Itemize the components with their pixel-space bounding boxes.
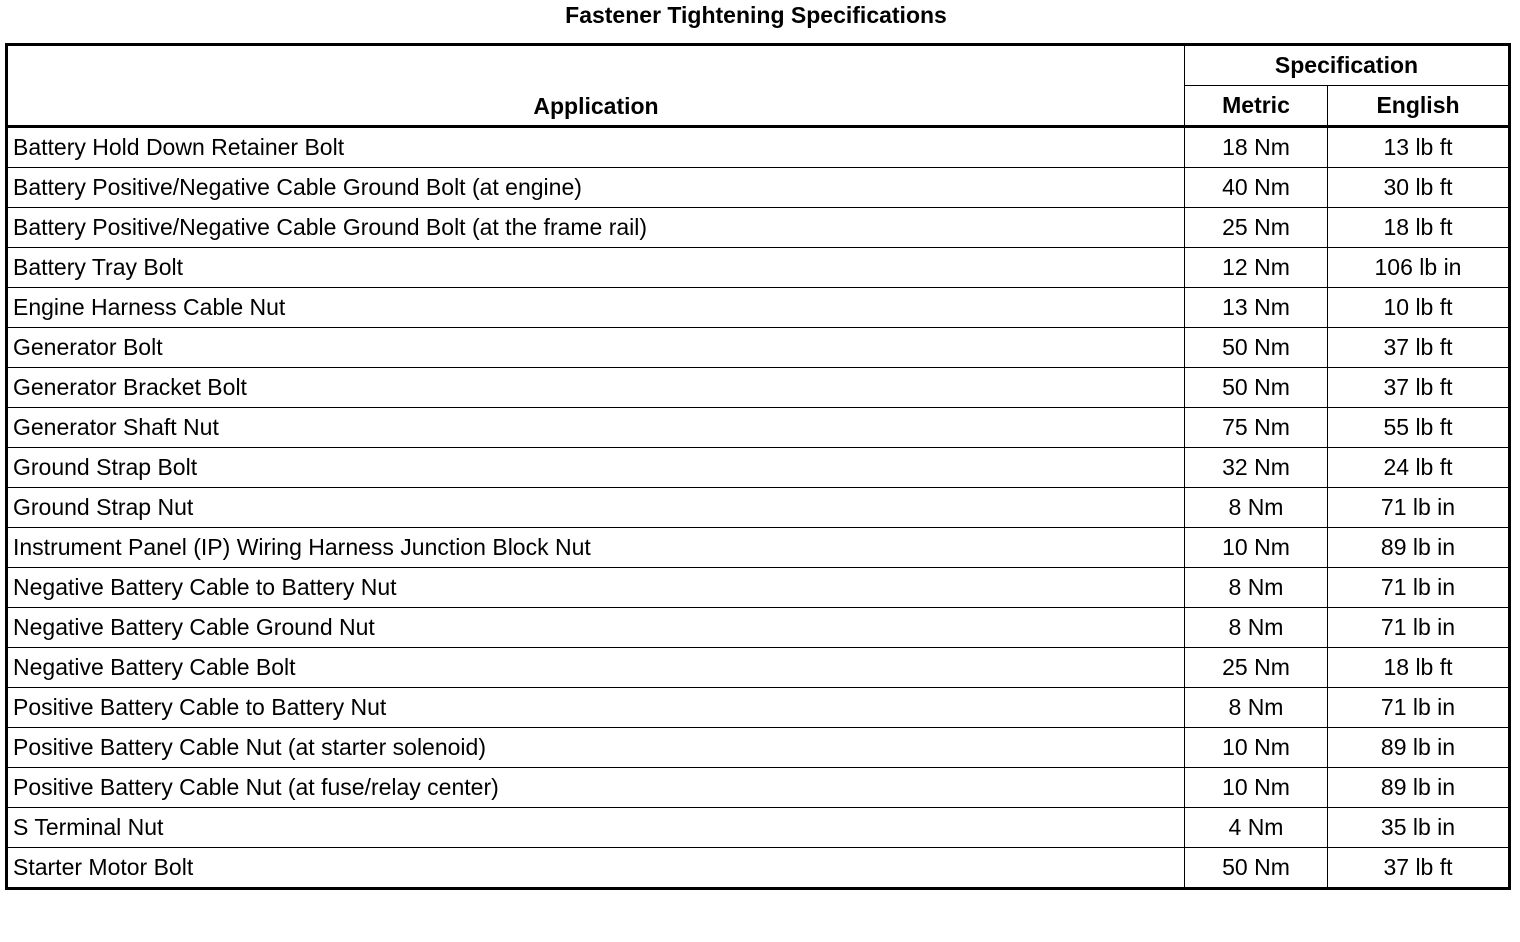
cell-metric: 8 Nm [1185,488,1328,528]
cell-metric: 8 Nm [1185,608,1328,648]
cell-english: 71 lb in [1328,568,1510,608]
cell-application: Negative Battery Cable to Battery Nut [7,568,1185,608]
cell-application: Positive Battery Cable Nut (at fuse/relay center) [7,768,1185,808]
cell-english: 13 lb ft [1328,127,1510,168]
header-application: Application [7,45,1185,127]
cell-application: Positive Battery Cable Nut (at starter solenoid) [7,728,1185,768]
cell-metric: 12 Nm [1185,248,1328,288]
table-row [7,248,1510,288]
cell-application: Positive Battery Cable to Battery Nut [7,688,1185,728]
fastener-spec-table [5,43,1511,890]
header-english: English [1328,86,1510,127]
cell-english: 89 lb in [1328,728,1510,768]
table-row [7,728,1510,768]
cell-metric: 18 Nm [1185,127,1328,168]
cell-english: 24 lb ft [1328,448,1510,488]
header-specification: Specification [1185,45,1510,86]
table-row [7,448,1510,488]
cell-application: Starter Motor Bolt [7,848,1185,889]
cell-english: 37 lb ft [1328,848,1510,889]
header-metric: Metric [1185,86,1328,127]
cell-english: 89 lb in [1328,528,1510,568]
cell-english: 10 lb ft [1328,288,1510,328]
cell-application: Instrument Panel (IP) Wiring Harness Junction Block Nut [7,528,1185,568]
cell-application: Negative Battery Cable Bolt [7,648,1185,688]
cell-application: Ground Strap Nut [7,488,1185,528]
cell-metric: 75 Nm [1185,408,1328,448]
cell-application: Engine Harness Cable Nut [7,288,1185,328]
table-row [7,648,1510,688]
cell-application: S Terminal Nut [7,808,1185,848]
table-row [7,368,1510,408]
cell-metric: 50 Nm [1185,848,1328,889]
table-row [7,608,1510,648]
cell-metric: 10 Nm [1185,768,1328,808]
page-title: Fastener Tightening Specifications [565,2,947,28]
cell-english: 106 lb in [1328,248,1510,288]
table-row [7,168,1510,208]
cell-metric: 25 Nm [1185,208,1328,248]
cell-english: 71 lb in [1328,608,1510,648]
table-row [7,688,1510,728]
cell-english: 35 lb in [1328,808,1510,848]
cell-english: 37 lb ft [1328,328,1510,368]
table-row [7,208,1510,248]
cell-metric: 4 Nm [1185,808,1328,848]
table-row [7,288,1510,328]
cell-metric: 50 Nm [1185,328,1328,368]
table-row [7,127,1510,168]
cell-application: Negative Battery Cable Ground Nut [7,608,1185,648]
table-row [7,768,1510,808]
table-row [7,848,1510,889]
cell-metric: 50 Nm [1185,368,1328,408]
cell-metric: 8 Nm [1185,568,1328,608]
cell-metric: 32 Nm [1185,448,1328,488]
table-row [7,808,1510,848]
table-row [7,568,1510,608]
cell-metric: 13 Nm [1185,288,1328,328]
table-row [7,488,1510,528]
cell-english: 37 lb ft [1328,368,1510,408]
cell-metric: 25 Nm [1185,648,1328,688]
cell-english: 30 lb ft [1328,168,1510,208]
table-row [7,408,1510,448]
cell-english: 71 lb in [1328,688,1510,728]
cell-application: Generator Shaft Nut [7,408,1185,448]
table-row [7,528,1510,568]
table-row [7,328,1510,368]
cell-application: Battery Hold Down Retainer Bolt [7,127,1185,168]
cell-application: Generator Bolt [7,328,1185,368]
cell-metric: 10 Nm [1185,528,1328,568]
cell-english: 18 lb ft [1328,208,1510,248]
cell-application: Generator Bracket Bolt [7,368,1185,408]
cell-application: Ground Strap Bolt [7,448,1185,488]
cell-application: Battery Positive/Negative Cable Ground Bolt (at engine) [7,168,1185,208]
cell-english: 18 lb ft [1328,648,1510,688]
cell-english: 89 lb in [1328,768,1510,808]
cell-english: 71 lb in [1328,488,1510,528]
cell-english: 55 lb ft [1328,408,1510,448]
cell-application: Battery Tray Bolt [7,248,1185,288]
cell-application: Battery Positive/Negative Cable Ground Bolt (at the frame rail) [7,208,1185,248]
cell-metric: 40 Nm [1185,168,1328,208]
cell-metric: 10 Nm [1185,728,1328,768]
cell-metric: 8 Nm [1185,688,1328,728]
table-body [7,127,1510,889]
